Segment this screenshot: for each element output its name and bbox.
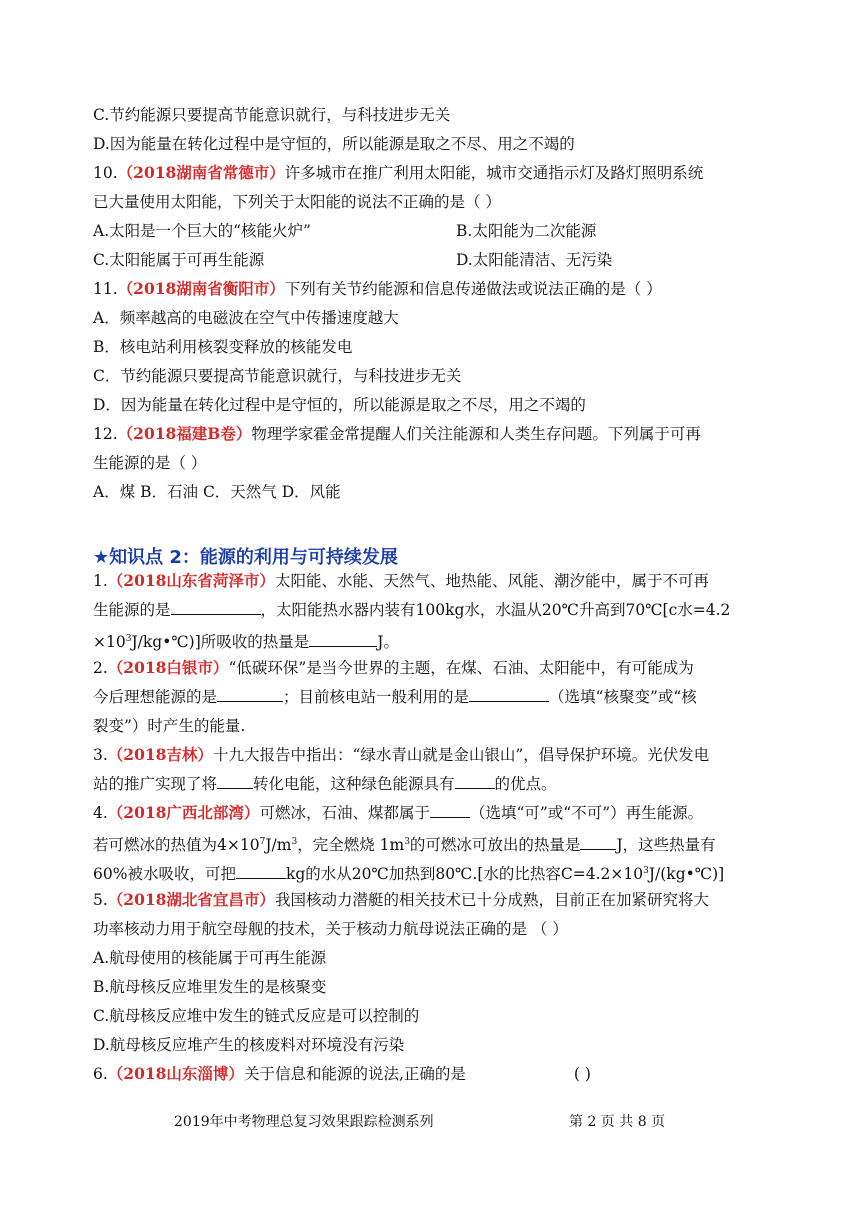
q9-option-c: C.节约能源只要提高节能意识就行，与科技进步无关 xyxy=(93,106,451,124)
k5-option-b: B.航母核反应堆里发生的是核聚变 xyxy=(93,978,327,996)
answer-blank[interactable] xyxy=(171,600,261,615)
q10-line-2: 已大量使用太阳能，下列关于太阳能的说法不正确的是（ ） xyxy=(93,193,501,211)
k4-line-1: 4.（2018广西北部湾）可燃冰，石油、煤都属于 （选填“可”或“不可”）再生能源。 xyxy=(93,803,704,822)
q10-source: （2018湖南省常德市） xyxy=(117,163,285,182)
k4-line-3: 60%被水吸收，可把 kg的水从20℃加热到80℃.[水的比热容$C=4.2\times 10^3J/(kg•℃)$] xyxy=(93,865,725,884)
q11-option-a: A．频率越高的电磁波在空气中传播速度越大 xyxy=(93,309,399,327)
k1-source: （2018山东省菏泽市） xyxy=(107,571,275,590)
section-heading: ★知识点 2：能源的利用与可持续发展 xyxy=(93,547,398,568)
k1-line-1: 1.（2018山东省菏泽市）太阳能、水能、天然气、地热能、风能、潮汐能中，属于不可再 xyxy=(93,571,709,590)
answer-blank[interactable] xyxy=(455,774,495,789)
k6-source: （2018山东淄博） xyxy=(107,1064,244,1083)
k2-line-3: 裂变”）时产生的能量. xyxy=(93,717,246,735)
q9-option-d: D.因为能量在转化过程中是守恒的，所以能源是取之不尽、用之不竭的 xyxy=(93,135,575,153)
k3-line-1: 3.（2018吉林）十九大报告中指出：“绿水青山就是金山银山”，倡导保护环境。光伏发电 xyxy=(93,745,710,764)
k2-source: （2018白银市） xyxy=(107,658,229,677)
q10-option-b: B.太阳能为二次能源 xyxy=(456,222,597,240)
footer-series-title: 2019年中考物理总复习效果跟踪检测系列 xyxy=(174,1114,434,1130)
k6-line-1: 6.（2018山东淄博）关于信息和能源的说法,正确的是 ( ) xyxy=(93,1064,591,1083)
k5-line-1: 5.（2018湖北省宜昌市）我国核动力潜艇的相关技术已十分成熟，目前正在加紧研究将大 xyxy=(93,890,709,909)
k1-line-3: $\times 10^3J/kg•℃$)]所吸收的热量是 J。 xyxy=(93,633,399,652)
q11-option-b: B．核电站利用核裂变释放的核能发电 xyxy=(93,338,353,356)
k4-line-2: 若可燃冰的热值为$4\times 10^7J/m^3$，完全燃烧 $1m^3$的可燃冰可放出的热量是 J，这些热量有 xyxy=(93,836,716,855)
q10-option-d: D.太阳能清洁、无污染 xyxy=(456,251,613,269)
answer-blank[interactable] xyxy=(469,687,549,702)
q12-line-2: 生能源的是（ ） xyxy=(93,454,207,472)
q12-options: A．煤 B．石油 C．天然气 D．风能 xyxy=(93,483,341,501)
answer-blank[interactable] xyxy=(580,835,616,850)
answer-blank[interactable] xyxy=(217,687,283,702)
footer-page-number: 第 2 页 共 8 页 xyxy=(569,1114,666,1130)
q11-option-d: D．因为能量在转化过程中是守恒的，所以能源是取之不尽，用之不竭的 xyxy=(93,396,586,414)
k1-line-2: 生能源的是 ，太阳能热水器内装有100kg水，水温从20℃升高到70℃[c水=4.2 xyxy=(93,601,731,619)
q10-options-row-1 xyxy=(93,221,773,241)
k3-source: （2018吉林） xyxy=(107,745,213,764)
k2-line-2: 今后理想能源的是 ；目前核电站一般利用的是 （选填“核聚变”或“核 xyxy=(93,688,697,706)
k5-option-c: C.航母核反应堆中发生的链式反应是可以控制的 xyxy=(93,1007,420,1025)
k4-source: （2018广西北部湾） xyxy=(107,803,260,822)
q11-option-c: C．节约能源只要提高节能意识就行，与科技进步无关 xyxy=(93,367,462,385)
answer-blank[interactable] xyxy=(309,632,377,647)
answer-blank[interactable] xyxy=(236,864,286,879)
k5-source: （2018湖北省宜昌市） xyxy=(107,890,275,909)
q10-option-c: C.太阳能属于可再生能源 xyxy=(93,251,265,269)
q10-options-row-2 xyxy=(93,250,773,270)
q12-line-1: 12.（2018福建B卷）物理学家霍金常提醒人们关注能源和人类生存问题。下列属于可再 xyxy=(93,424,701,443)
q12-source: （2018福建B卷） xyxy=(117,424,252,443)
k3-line-2: 站的推广实现了将 转化电能，这种绿色能源具有 的优点。 xyxy=(93,775,557,793)
q11-line-1: 11.（2018湖南省衡阳市）下列有关节约能源和信息传递做法或说法正确的是（ ） xyxy=(93,279,662,298)
k5-option-d: D.航母核反应堆产生的核废料对环境没有污染 xyxy=(93,1036,405,1054)
k2-line-1: 2.（2018白银市）“低碳环保”是当今世界的主题，在煤、石油、太阳能中，有可能成为 xyxy=(93,658,694,677)
answer-blank[interactable] xyxy=(217,774,253,789)
k5-line-2: 功率核动力用于航空母舰的技术，关于核动力航母说法正确的是 （ ） xyxy=(93,920,568,938)
k5-option-a: A.航母使用的核能属于可再生能源 xyxy=(93,949,327,967)
answer-blank[interactable] xyxy=(430,803,470,818)
q10-option-a: A.太阳是一个巨大的“核能火炉” xyxy=(93,222,311,240)
q10-line-1: 10.（2018湖南省常德市）许多城市在推广利用太阳能，城市交通指示灯及路灯照明系统 xyxy=(93,163,704,182)
q11-source: （2018湖南省衡阳市） xyxy=(117,279,285,298)
